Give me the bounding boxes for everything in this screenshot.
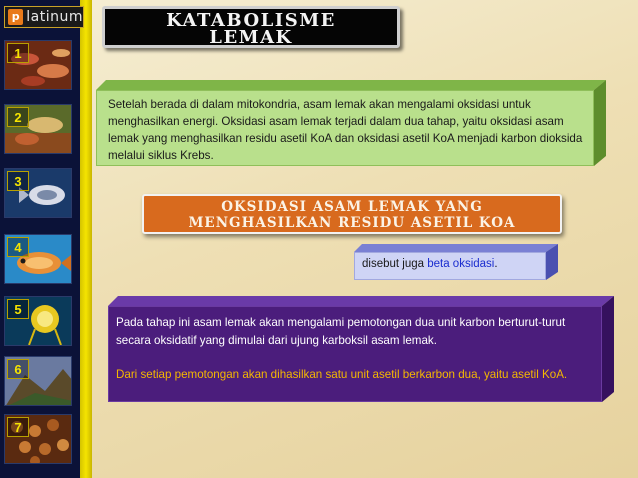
detail-callout bbox=[108, 296, 614, 402]
slide-title-line-1: KATABOLISME bbox=[166, 10, 336, 31]
slide-number: 5 bbox=[7, 299, 29, 319]
note-callout bbox=[354, 244, 558, 280]
intro-callout-top-face bbox=[96, 80, 606, 90]
slide-title-line-2: LEMAK bbox=[209, 27, 293, 48]
detail-callout-side-face bbox=[602, 296, 614, 402]
slide-number: 4 bbox=[7, 237, 29, 257]
note-prefix: disebut juga bbox=[362, 258, 428, 270]
note-text bbox=[362, 258, 498, 270]
detail-paragraph-1: Pada tahap ini asam lemak akan mengalami pemotongan dua unit karbon berturut-turut secara oksidatif yang dimulai dari ujung karboksil asam lemak. bbox=[116, 316, 566, 347]
slide-number: 6 bbox=[7, 359, 29, 379]
slide-thumbnail-1[interactable] bbox=[4, 40, 72, 90]
slide-thumbnail-3[interactable] bbox=[4, 168, 72, 218]
intro-text: Setelah berada di dalam mitokondria, asam lemak akan mengalami oksidasi untuk menghasilkan energi. Oksidasi asam lemak terjadi dalam dua tahap, yaitu oksidasi asam lemak yang menghasilkan residu asetil KoA dan oksidasi asetil KoA menjadi karbon dioksida melalui siklus Krebs. bbox=[108, 98, 583, 162]
slide-number: 2 bbox=[7, 107, 29, 127]
logo-text: latinum bbox=[26, 9, 83, 25]
section-heading bbox=[142, 194, 562, 234]
detail-paragraph-2: Dari setiap pemotongan akan dihasilkan satu unit asetil berkarbon dua, yaitu asetil KoA. bbox=[116, 368, 568, 381]
sidebar-accent-strip bbox=[80, 0, 92, 478]
slide-thumbnail-4[interactable] bbox=[4, 234, 72, 284]
slide-thumbnail-2[interactable] bbox=[4, 104, 72, 154]
note-suffix: . bbox=[494, 258, 498, 270]
slide-thumbnail-6[interactable] bbox=[4, 356, 72, 406]
detail-callout-top-face bbox=[108, 296, 614, 306]
note-callout-top-face bbox=[354, 244, 558, 252]
note-highlight: beta oksidasi bbox=[427, 258, 495, 270]
intro-callout-side-face bbox=[594, 80, 606, 166]
slide-thumbnail-7[interactable] bbox=[4, 414, 72, 464]
section-heading-line-2: MENGHASILKAN RESIDU ASETIL KOA bbox=[188, 215, 516, 231]
slide-number: 7 bbox=[7, 417, 29, 437]
brand-logo bbox=[4, 6, 84, 28]
slide-number: 1 bbox=[7, 43, 29, 63]
section-heading-line-1: OKSIDASI ASAM LEMAK YANG bbox=[221, 199, 483, 215]
slide-thumbnail-5[interactable] bbox=[4, 296, 72, 346]
intro-callout bbox=[96, 80, 606, 166]
logo-mark: p bbox=[8, 9, 23, 25]
slide-title bbox=[102, 6, 400, 48]
slide-number: 3 bbox=[7, 171, 29, 191]
